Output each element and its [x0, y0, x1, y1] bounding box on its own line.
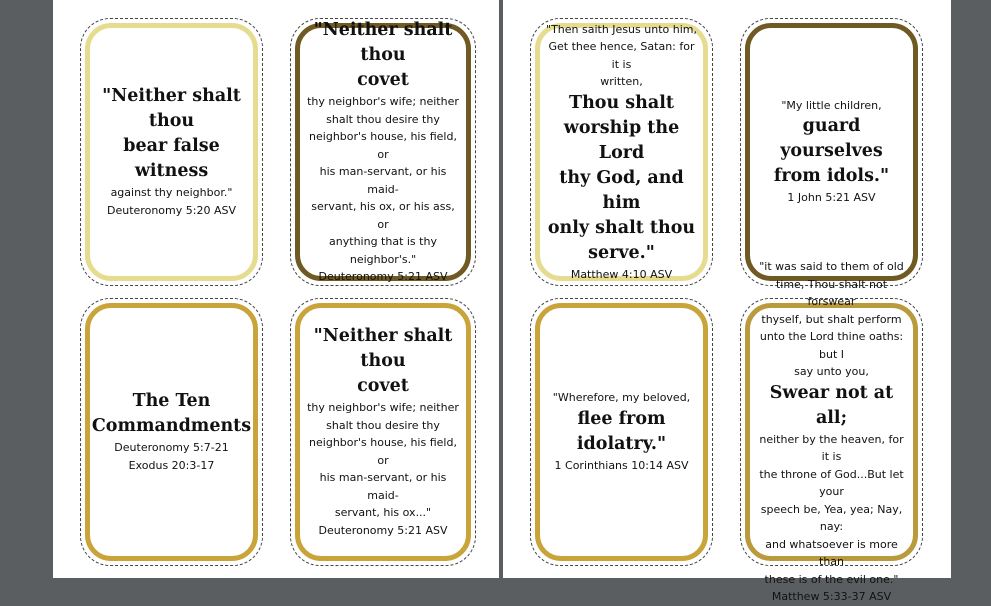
verse-line: shalt thou desire thy	[326, 112, 440, 126]
verse-line: "Wherefore, my beloved,	[552, 391, 691, 405]
verse-emphasis-line: The Ten	[132, 391, 211, 411]
verse-emphasis-line: thy God, and him	[559, 167, 684, 213]
verse-emphasis-line: Commandments	[91, 416, 252, 436]
verse-line: speech be, Yea, yea; Nay, nay:	[760, 502, 903, 533]
verse-line: say unto you,	[794, 365, 869, 378]
verse-line: Get thee hence, Satan: for it is	[548, 40, 695, 71]
card-frame	[85, 303, 258, 561]
verse-line: his man-servant, or his maid-	[319, 471, 447, 502]
scripture-reference: 1 John 5:21 ASV	[787, 191, 876, 205]
scripture-reference: Deuteronomy 5:21 ASV	[318, 270, 448, 283]
verse-line: "Then saith Jesus unto him,	[546, 22, 697, 36]
card-frame	[85, 23, 258, 281]
verse-line: "it was said to them of old	[759, 260, 904, 273]
verse-line: these is of the evil one."	[764, 572, 899, 586]
verse-emphasis-line: guard yourselves	[780, 116, 883, 162]
card-frame	[295, 303, 471, 561]
scripture-reference: Exodus 20:3-17	[128, 459, 215, 472]
card-false-witness	[80, 18, 263, 286]
card-frame	[535, 23, 708, 281]
scripture-reference: Deuteronomy 5:20 ASV	[107, 203, 236, 217]
verse-emphasis-line: "Neither shalt thou	[313, 326, 453, 372]
verse-line: neighbor's house, his field, or	[309, 130, 457, 161]
verse-line: his man-servant, or his maid-	[319, 165, 447, 196]
card-covet-short	[290, 298, 476, 566]
verse-emphasis-line: serve."	[588, 242, 655, 263]
verse-line: thyself, but shalt perform	[761, 312, 902, 326]
verse-line: neighbor's."	[349, 252, 417, 266]
verse-line: written,	[600, 75, 643, 88]
verse-emphasis-line: Thou shalt	[569, 92, 674, 113]
verse-emphasis-line: only shalt thou	[547, 217, 696, 238]
card-guard-from-idols	[740, 18, 923, 286]
card-frame	[745, 260, 918, 603]
verse-line: "My little children,	[781, 98, 882, 112]
verse-line: thy neighbor's wife; neither	[307, 401, 459, 415]
card-ten-commandments	[80, 298, 263, 566]
verse-line: neighbor's house, his field, or	[309, 436, 457, 467]
scripture-reference: Matthew 5:33-37 ASV	[771, 590, 892, 603]
verse-emphasis-line: bear false witness	[123, 136, 220, 182]
card-frame	[745, 23, 918, 281]
verse-line: anything that is thy	[329, 235, 437, 248]
verse-emphasis-line: covet	[357, 376, 409, 397]
verse-line: servant, his ox..."	[334, 506, 432, 520]
verse-emphasis-line: from idols."	[773, 166, 890, 187]
scripture-reference: Matthew 4:10 ASV	[570, 267, 673, 281]
verse-line: time, Thou shalt not forswear	[775, 277, 888, 308]
verse-emphasis-line: covet	[357, 70, 409, 90]
scripture-reference: Deuteronomy 5:7-21	[114, 441, 229, 454]
card-frame	[535, 303, 708, 561]
scripture-reference: Deuteronomy 5:21 ASV	[318, 523, 448, 537]
verse-line: and whatsoever is more than	[765, 537, 898, 568]
verse-line: against thy neighbor."	[110, 186, 233, 200]
verse-line: the throne of God...But let your	[759, 467, 904, 498]
card-worship-the-lord	[530, 18, 713, 286]
card-flee-idolatry	[530, 298, 713, 566]
card-covet-full	[290, 18, 476, 286]
verse-line: unto the Lord thine oaths: but I	[759, 330, 904, 361]
verse-line: shalt thou desire thy	[326, 418, 440, 432]
verse-line: thy neighbor's wife; neither	[307, 95, 459, 108]
verse-emphasis-line: Swear not at all;	[769, 382, 894, 428]
verse-line: servant, his ox, or his ass, or	[311, 200, 455, 231]
verse-emphasis-line: "Neither shalt thou	[102, 86, 241, 132]
verse-line: neither by the heaven, for it is	[759, 432, 904, 463]
card-swear-not	[740, 260, 923, 603]
card-frame	[295, 20, 471, 283]
verse-emphasis-line: flee from idolatry."	[576, 408, 667, 454]
verse-emphasis-line: worship the Lord	[563, 117, 680, 163]
verse-emphasis-line: "Neither shalt thou	[313, 20, 453, 65]
scripture-reference: 1 Corinthians 10:14 ASV	[554, 458, 689, 472]
